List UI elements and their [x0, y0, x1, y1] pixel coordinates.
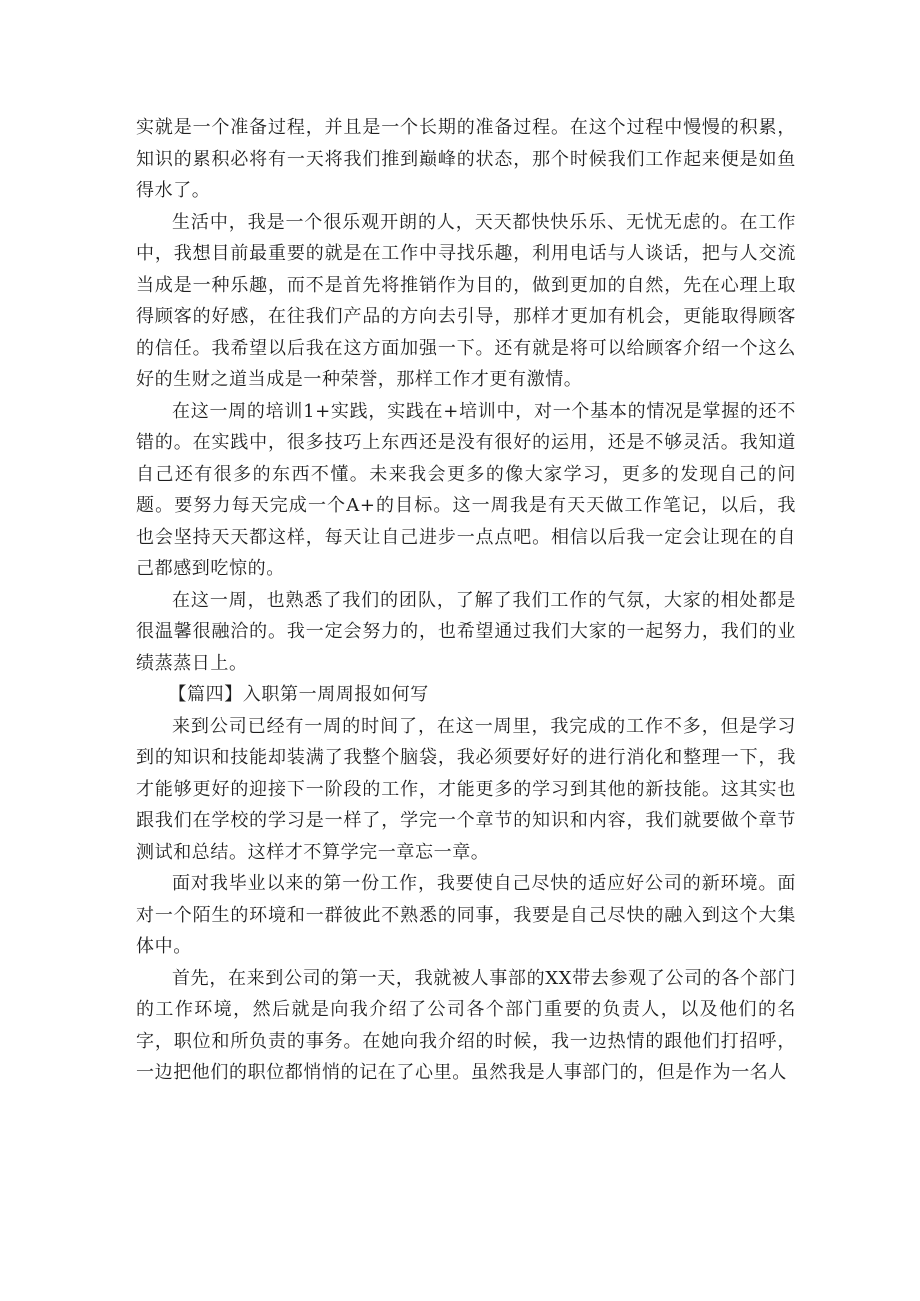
section-heading: 【篇四】入职第一周周报如何写 — [168, 684, 429, 705]
paragraph-new-environment: 面对我毕业以来的第一份工作，我要使自己尽快的适应好公司的新环境。面对一个陌生的环境和一群彼此不熟悉的同事，我要是自己尽快的融入到这个大集体中。 — [136, 873, 796, 957]
paragraph-life-attitude: 生活中，我是一个很乐观开朗的人，天天都快快乐乐、无忧无虑的。在工作中，我想目前最重要的就是在工作中寻找乐趣，利用电话与人谈话，把与人交流当成是一种乐趣，而不是首先将推销作为目的，做到更加的自然，先在心理上取得顾客的好感，在往我们产品的方向去引导，那样才更加有机会，更能取得顾客的信任。我希望以后我在这方面加强一下。还有就是将可以给顾客介绍一个这么好的生财之道当成是一种荣誉，那样工作才更有激情。 — [136, 211, 796, 390]
paragraph-training-practice: 在这一周的培训1+实践，实践在+培训中，对一个基本的情况是掌握的还不错的。在实践中，很多技巧上东西还是没有很好的运用，还是不够灵活。我知道自己还有很多的东西不懂。未来我会更多的像大家学习，更多的发现自己的问题。要努力每天完成一个A+的目标。这一周我是有天天做工作笔记，以后，我也会坚持天天都这样，每天让自己进步一点点吧。相信以后我一定会让现在的自己都感到吃惊的。 — [136, 400, 796, 579]
document-body — [136, 112, 796, 1089]
paragraph-continuation: 实就是一个准备过程，并且是一个长期的准备过程。在这个过程中慢慢的积累，知识的累积必将有一天将我们推到巅峰的状态，那个时候我们工作起来便是如鱼得水了。 — [136, 117, 796, 201]
paragraph-first-day: 首先，在来到公司的第一天，我就被人事部的XX带去参观了公司的各个部门的工作环境，然后就是向我介绍了公司各个部门重要的负责人，以及他们的名字，职位和所负责的事务。在她向我介绍的时候，我一边热情的跟他们打招呼，一边把他们的职位都悄悄的记在了心里。虽然我是人事部门的，但是作为一名人 — [136, 967, 796, 1083]
paragraph-first-week: 来到公司已经有一周的时间了，在这一周里，我完成的工作不多，但是学习到的知识和技能却装满了我整个脑袋，我必须要好好的进行消化和整理一下，我才能够更好的迎接下一阶段的工作，才能更多的学习到其他的新技能。这其实也跟我们在学校的学习是一样了，学完一个章节的知识和内容，我们就要做个章节测试和总结。这样才不算学完一章忘一章。 — [136, 715, 796, 863]
paragraph-team: 在这一周，也熟悉了我们的团队，了解了我们工作的气氛，大家的相处都是很温馨很融洽的。我一定会努力的，也希望通过我们大家的一起努力，我们的业绩蒸蒸日上。 — [136, 589, 796, 674]
